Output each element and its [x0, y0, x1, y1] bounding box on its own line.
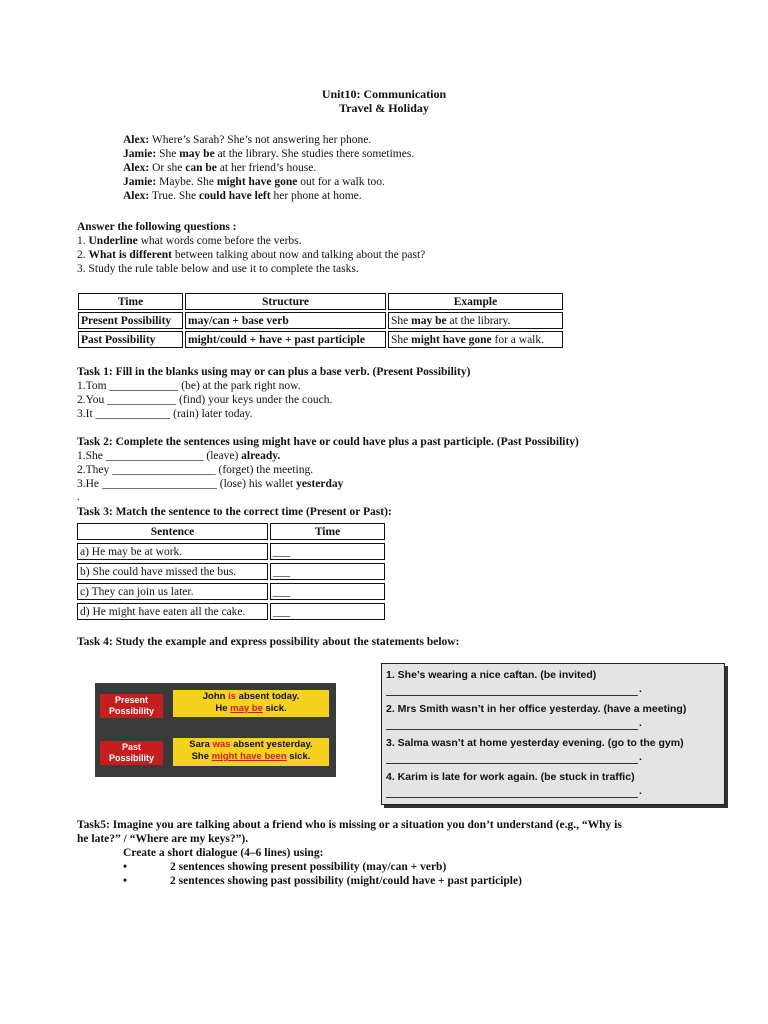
- task2-item: 3.He ____________________ (lose) his wallet yesterday: [77, 478, 344, 490]
- match-table-header: [77, 523, 385, 540]
- question-2: 2. What is different between talking about now and talking about the past?: [77, 249, 426, 261]
- match-table-row: [77, 603, 385, 620]
- blank-end: .: [639, 751, 642, 763]
- row-example: She may be at the library.: [388, 312, 563, 329]
- statements-box: [381, 663, 725, 805]
- time-cell[interactable]: ___: [270, 563, 385, 580]
- dialogue-line: Alex: True. She could have left her phone at home.: [123, 190, 362, 202]
- row-structure: may/can + base verb: [185, 312, 386, 329]
- questions-heading: Answer the following questions :: [77, 221, 237, 233]
- row-time: Present Possibility: [78, 312, 183, 329]
- task1-item: 2.You ____________ (find) your keys under the couch.: [77, 394, 333, 406]
- sentence-cell: b) She could have missed the bus.: [77, 563, 268, 580]
- header-sentence: Sentence: [77, 523, 268, 540]
- match-table-row: [77, 543, 385, 560]
- sentence-cell: c) They can join us later.: [77, 583, 268, 600]
- rule-table-header: [78, 293, 563, 310]
- present-possibility-label: Present Possibility: [100, 694, 163, 718]
- time-cell[interactable]: ___: [270, 543, 385, 560]
- header-time: Time: [78, 293, 183, 310]
- match-table-row: [77, 563, 385, 580]
- time-cell[interactable]: ___: [270, 583, 385, 600]
- dialogue-line: Jamie: She may be at the library. She studies there sometimes.: [123, 148, 415, 160]
- task2-item: 2.They __________________ (forget) the meeting.: [77, 464, 314, 476]
- bullet-symbol: •: [123, 875, 128, 887]
- page-title: Unit10: Communication: [321, 87, 447, 101]
- bullet-symbol: •: [123, 861, 128, 873]
- statement: 2. Mrs Smith wasn’t in her office yesterday. (have a meeting): [386, 703, 687, 715]
- task2-heading: Task 2: Complete the sentences using might have or could have plus a past participle. (Past Possibility): [77, 436, 579, 448]
- statement: 4. Karim is late for work again. (be stuck in traffic): [386, 771, 635, 783]
- answer-blank[interactable]: [386, 683, 638, 696]
- sentence-cell: a) He may be at work.: [77, 543, 268, 560]
- answer-blank[interactable]: [386, 751, 638, 764]
- task3-heading: Task 3: Match the sentence to the correct time (Present or Past):: [77, 506, 392, 518]
- sentence-cell: d) He might have eaten all the cake.: [77, 603, 268, 620]
- dialogue-line: Alex: Where’s Sarah? She’s not answering her phone.: [123, 134, 372, 146]
- task1-item: 1.Tom ____________ (be) at the park right now.: [77, 380, 301, 392]
- row-structure: might/could + have + past participle: [185, 331, 386, 348]
- task1-heading: Task 1: Fill in the blanks using may or can plus a base verb. (Present Possibility): [77, 366, 471, 378]
- row-example: She might have gone for a walk.: [388, 331, 563, 348]
- statement: 3. Salma wasn’t at home yesterday evening. (go to the gym): [386, 737, 684, 749]
- answer-blank[interactable]: [386, 785, 638, 798]
- page-subtitle: Travel & Holiday: [339, 101, 429, 115]
- match-table: [75, 520, 387, 623]
- rule-table-row: [78, 312, 563, 329]
- task4-heading: Task 4: Study the example and express possibility about the statements below:: [77, 636, 460, 648]
- blank-end: .: [639, 785, 642, 797]
- task5-heading-cont: he late?” / “Where are my keys?”).: [77, 833, 249, 845]
- rule-table: [76, 291, 565, 350]
- header-example: Example: [388, 293, 563, 310]
- dialogue-line: Alex: Or she can be at her friend’s house.: [123, 162, 317, 174]
- blank-end: .: [639, 717, 642, 729]
- blank-end: .: [639, 683, 642, 695]
- task2-item: 1.She _________________ (leave) already.: [77, 450, 281, 462]
- row-time: Past Possibility: [78, 331, 183, 348]
- rule-table-row: [78, 331, 563, 348]
- task5-create: Create a short dialogue (4–6 lines) using:: [123, 847, 324, 859]
- possibility-example-image: [95, 683, 336, 777]
- dialogue-line: Jamie: Maybe. She might have gone out for a walk too.: [123, 176, 385, 188]
- match-table-row: [77, 583, 385, 600]
- task1-item: 3.It _____________ (rain) later today.: [77, 408, 253, 420]
- answer-blank[interactable]: [386, 717, 638, 730]
- task5-heading: Task5: Imagine you are talking about a friend who is missing or a situation you don’t understand (e.g., “Why is: [77, 819, 622, 831]
- statement: 1. She’s wearing a nice caftan. (be invited): [386, 669, 597, 681]
- time-cell[interactable]: ___: [270, 603, 385, 620]
- task5-bullet: 2 sentences showing past possibility (might/could have + past participle): [170, 875, 522, 887]
- header-time: Time: [270, 523, 385, 540]
- present-example: John is absent today. He may be sick.: [173, 690, 329, 717]
- past-example: Sara was absent yesterday. She might have been sick.: [173, 738, 329, 766]
- question-1: 1. Underline what words come before the verbs.: [77, 235, 302, 247]
- header-structure: Structure: [185, 293, 386, 310]
- past-possibility-label: Past Possibility: [100, 741, 163, 765]
- question-3: 3. Study the rule table below and use it to complete the tasks.: [77, 263, 359, 275]
- task5-bullet: 2 sentences showing present possibility (may/can + verb): [170, 861, 447, 873]
- stray-dot: .: [77, 491, 80, 503]
